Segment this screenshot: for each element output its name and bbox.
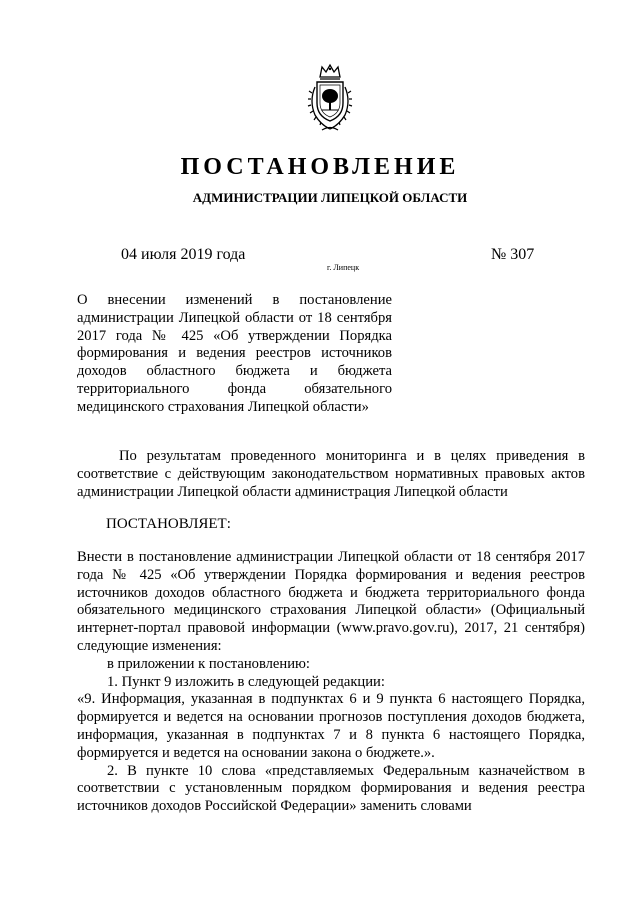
- coat-of-arms-icon: [306, 63, 354, 135]
- quoted-item-9-paragraph: «9. Информация, указанная в подпунктах 6 и 9 пункта 6 настоящего Порядка, формируется и ведется на основании прогнозов поступления доходов бюджета, информация, указанная в подпунктах 7 и 8 пункта 6 настоящего Порядка, формируется и ведется на основании закона о бюджете.».: [77, 691, 585, 761]
- document-number: № 307: [491, 246, 535, 263]
- document-body: [77, 549, 585, 816]
- document-subject: О внесении изменений в постановление администрации Липецкой области от 18 сентября 2017 года № 425 «Об утверждении Порядка формирования и ведения реестров источников доходов областного бюджета и бюджета территориального фонда обязательного медицинского страхования Липецкой области»: [77, 292, 392, 415]
- document-date: 04 июля 2019 года: [121, 246, 246, 263]
- preamble-paragraph: По результатам проведенного мониторинга и в целях приведения в соответствие с действующим законодательством нормативных правовых актов администрации Липецкой области администрация Липецкой области: [77, 448, 585, 500]
- document-city: г. Липецк: [327, 263, 360, 272]
- body-intro-paragraph: Внести в постановление администрации Липецкой области от 18 сентября 2017 года № 425 «Об утверждении Порядка формирования и ведения реестров источников доходов областного бюджета и бюджета территориального фонда обязательного медицинского страхования Липецкой области» (Официальный интернет-портал правовой информации (www.pravo.gov.ru), 2017, 21 сентября) следующие изменения:: [77, 549, 585, 654]
- item-1-paragraph: 1. Пункт 9 изложить в следующей редакции:: [107, 673, 385, 690]
- annex-paragraph: в приложении к постановлению:: [107, 655, 310, 672]
- decree-word: ПОСТАНОВЛЯЕТ:: [106, 516, 231, 532]
- issuing-authority: АДМИНИСТРАЦИИ ЛИПЕЦКОЙ ОБЛАСТИ: [192, 190, 468, 205]
- item-2-paragraph: 2. В пункте 10 слова «представляемых Федеральным казначейством в соответствии с установленным порядком формирования и ведения реестра источников доходов Российской Федерации» заменить словами: [77, 762, 585, 815]
- document-title: ПОСТАНОВЛЕНИЕ: [180, 154, 460, 180]
